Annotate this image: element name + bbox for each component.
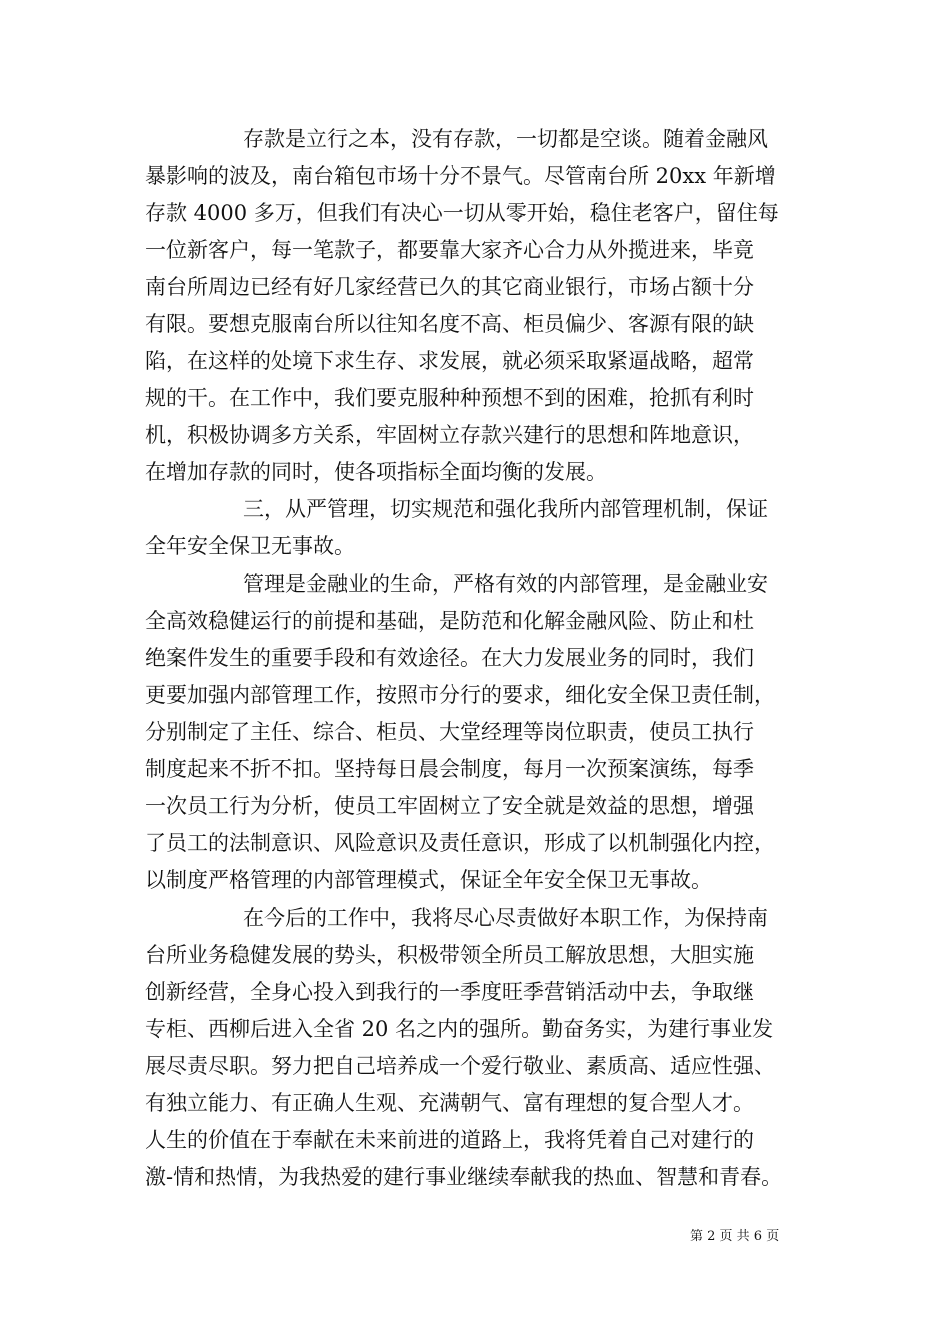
- text-line: 有独立能力、有正确人生观、充满朝气、富有理想的复合型人才。: [145, 1091, 754, 1115]
- section-heading-line: 全年安全保卫无事故。: [145, 534, 355, 558]
- text-line: 一位新客户，每一笔款子，都要靠大家齐心合力从外揽进来，毕竟: [145, 238, 754, 262]
- text-line: 在今后的工作中，我将尽心尽责做好本职工作，为保持南: [243, 906, 768, 930]
- text-line: 了员工的法制意识、风险意识及责任意识，形成了以机制强化内控，: [145, 831, 775, 855]
- text-line: 暴影响的波及，南台箱包市场十分不景气。尽管南台所 20xx 年新增: [145, 164, 776, 188]
- text-line: 存款 4000 多万，但我们有决心一切从零开始，稳住老客户，留住每: [145, 201, 779, 225]
- text-line: 在增加存款的同时，使各项指标全面均衡的发展。: [145, 460, 607, 484]
- text-line: 绝案件发生的重要手段和有效途径。在大力发展业务的同时，我们: [145, 646, 754, 670]
- text-line: 激-情和热情，为我热爱的建行事业继续奉献我的热血、智慧和青春。: [145, 1165, 783, 1189]
- text-line: 专柜、西柳后进入全省 20 名之内的强所。勤奋务实，为建行事业发: [145, 1017, 774, 1041]
- text-line: 一次员工行为分析，使员工牢固树立了安全就是效益的思想，增强: [145, 794, 754, 818]
- text-line: 规的干。在工作中，我们要克服种种预想不到的困难，抢抓有利时: [145, 386, 754, 410]
- page-number-footer: 第 2 页 共 6 页: [690, 1229, 780, 1244]
- text-line: 存款是立行之本，没有存款，一切都是空谈。随着金融风: [243, 127, 768, 151]
- text-line: 机，积极协调多方关系，牢固树立存款兴建行的思想和阵地意识，: [145, 423, 754, 447]
- section-heading-line: 三，从严管理，切实规范和强化我所内部管理机制，保证: [243, 497, 768, 521]
- text-line: 制度起来不折不扣。坚持每日晨会制度，每月一次预案演练，每季: [145, 757, 754, 781]
- text-line: 创新经营，全身心投入到我行的一季度旺季营销活动中去，争取继: [145, 980, 754, 1004]
- text-line: 台所业务稳健发展的势头，积极带领全所员工解放思想，大胆实施: [145, 943, 754, 967]
- text-line: 以制度严格管理的内部管理模式，保证全年安全保卫无事故。: [145, 868, 712, 892]
- text-line: 展尽责尽职。努力把自己培养成一个爱行敬业、素质高、适应性强、: [145, 1054, 775, 1078]
- text-line: 更要加强内部管理工作，按照市分行的要求，细化安全保卫责任制，: [145, 683, 775, 707]
- text-line: 全高效稳健运行的前提和基础，是防范和化解金融风险、防止和杜: [145, 609, 754, 633]
- text-line: 分别制定了主任、综合、柜员、大堂经理等岗位职责，使员工执行: [145, 720, 754, 744]
- text-line: 陷，在这样的处境下求生存、求发展，就必须采取紧逼战略，超常: [145, 349, 754, 373]
- text-line: 南台所周边已经有好几家经营已久的其它商业银行，市场占额十分: [145, 275, 754, 299]
- text-line: 管理是金融业的生命，严格有效的内部管理，是金融业安: [243, 572, 768, 596]
- text-line: 人生的价值在于奉献在未来前进的道路上，我将凭着自己对建行的: [145, 1128, 754, 1152]
- text-line: 有限。要想克服南台所以往知名度不高、柜员偏少、客源有限的缺: [145, 312, 754, 336]
